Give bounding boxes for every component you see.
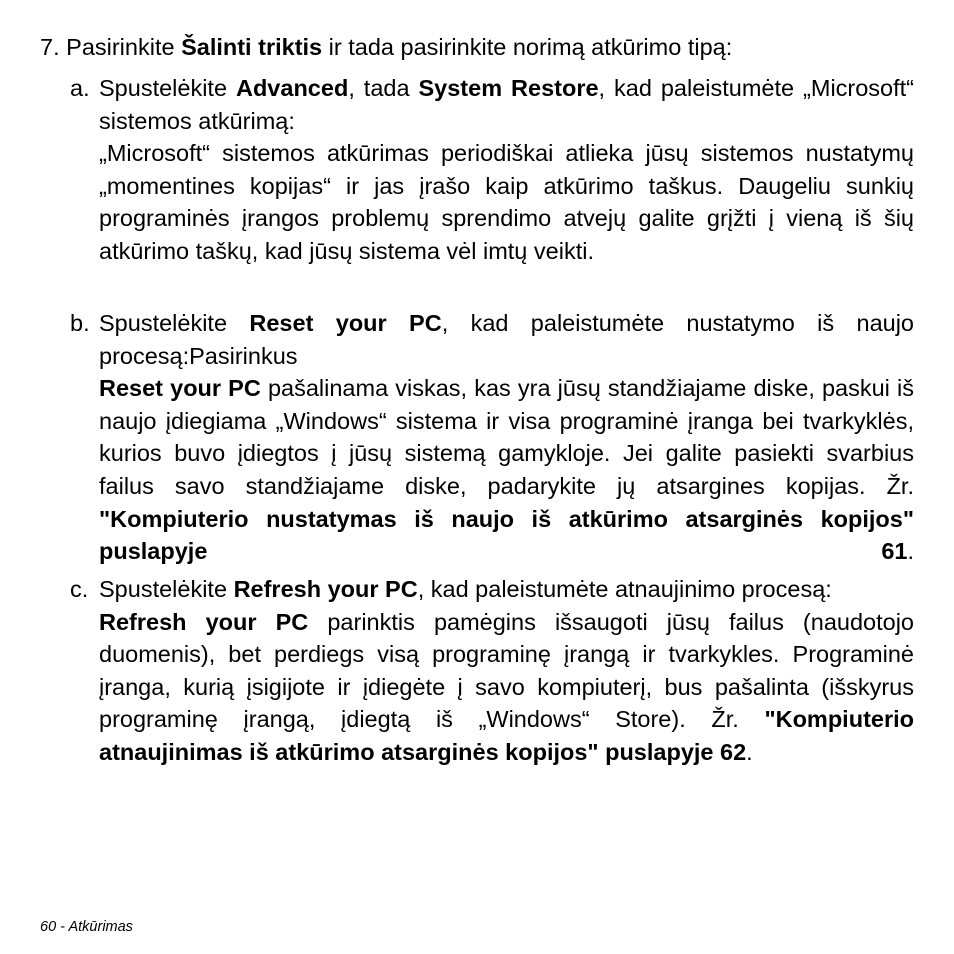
step-number: 7. bbox=[40, 34, 60, 60]
item-b-description bbox=[99, 372, 914, 568]
item-c-description bbox=[99, 606, 914, 769]
item-a-intro-post: , kad paleistumėte „Microsoft“ sistemos atkūrimą: bbox=[99, 75, 915, 134]
item-a-advanced-label: Advanced bbox=[235, 75, 349, 101]
list-item-letter: b. bbox=[70, 310, 90, 336]
list-item-body bbox=[99, 573, 914, 769]
step-option-name: Šalinti triktis bbox=[181, 34, 323, 60]
item-b-reset-label-2: Reset your PC bbox=[99, 375, 261, 402]
list-item-b bbox=[70, 307, 915, 568]
item-b-intro-post: , kad paleistumėte nustatymo iš naujo procesą:Pasirinkus bbox=[99, 310, 914, 369]
item-c-description-end: . bbox=[746, 738, 753, 765]
item-c-intro-post: , kad paleistumėte atnaujinimo procesą: bbox=[417, 576, 832, 602]
step-text-pre: Pasirinkite bbox=[66, 34, 175, 60]
item-b-description-text: pašalinama viskas, kas yra jūsų standžiajame diske, paskui iš naujo įdiegiama „Windows“ sistema ir visa programinė įranga bei tvarkyklės, kurios buvo įdiegtos į jūsų sistemą gamykloje. Jei galite pasiekti svarbius failus savo standžiajame diske, padarykite jų atsargines kopijas. Žr. bbox=[99, 375, 914, 499]
item-c-description-text: parinktis pamėgins išsaugoti jūsų failus (naudotojo duomenis), bet perdiegs visą programinę įrangą ir tvarkykles. Programinė įranga, kurią įsigijote ir įdiegėte į savo kompiuterį, bus pašalinta (išskyrus programinę įrangą, įdiegtą iš „Windows“ Store). Žr. bbox=[99, 608, 914, 733]
page-footer: 60 - Atkūrimas bbox=[40, 919, 133, 935]
item-c-page-reference: "Kompiuterio atnaujinimas iš atkūrimo atsarginės kopijos" puslapyje 62 bbox=[99, 706, 914, 765]
item-b-page-reference: "Kompiuterio nustatymas iš naujo iš atkūrimo atsarginės kopijos" puslapyje 61 bbox=[99, 505, 914, 565]
item-b-description-end: . bbox=[907, 538, 914, 565]
item-a-intro-pre: Spustelėkite bbox=[99, 75, 228, 101]
item-b-reset-label: Reset your PC bbox=[249, 310, 442, 336]
item-c-refresh-label: Refresh your PC bbox=[233, 576, 418, 602]
step-7 bbox=[40, 31, 920, 64]
step-text-post: ir tada pasirinkite norimą atkūrimo tipą: bbox=[328, 34, 733, 60]
list-item-letter: c. bbox=[70, 576, 89, 602]
list-item-letter: a. bbox=[70, 75, 90, 101]
item-c-refresh-label-2: Refresh your PC bbox=[99, 608, 309, 635]
item-a-description: „Microsoft“ sistemos atkūrimas periodiškai atlieka jūsų sistemos nustatymų „momentines kopijas“ ir jas įrašo kaip atkūrimo taškus. Daugeliu sunkių programinės įrangos problemų sprendimo atvejų galite grįžti į vieną iš šių atkūrimo taškų, kad jūsų sistema vėl imtų veikti. bbox=[99, 140, 914, 264]
item-c-intro-pre: Spustelėkite bbox=[99, 576, 228, 602]
list-item-a bbox=[70, 72, 915, 268]
item-a-intro-mid: , tada bbox=[348, 75, 410, 101]
item-c-intro bbox=[99, 573, 914, 606]
item-a-intro bbox=[99, 72, 914, 137]
list-item-body bbox=[99, 72, 914, 268]
list-item-c bbox=[70, 573, 915, 769]
item-a-system-restore-label: System Restore bbox=[418, 75, 599, 101]
item-b-intro-pre: Spustelėkite bbox=[99, 310, 228, 336]
item-b-intro bbox=[99, 307, 914, 372]
list-item-body bbox=[99, 307, 914, 568]
